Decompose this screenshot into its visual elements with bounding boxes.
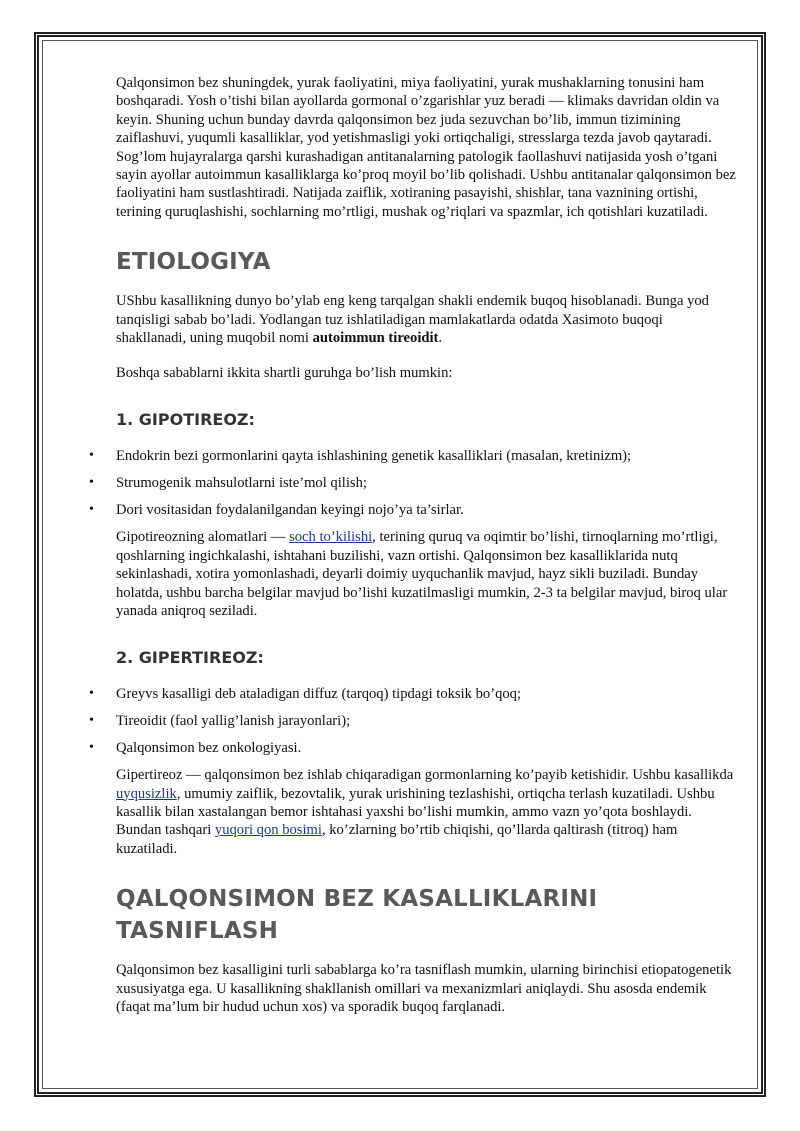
bullet-icon: • — [89, 739, 94, 755]
gipertireoz-paragraph: Gipertireoz — qalqonsimon bez ishlab chiqaradigan gormonlarning ko’payib ketishidir. Ushbu kasallikda uyqusizlik, umumiy zaiflik, bezovtalik, yurak urishining tezlashishi, ortiqcha terlash kuzatiladi. Ushbu kasallik bilan xastalangan bemor ishtahasi yaxshi bo’lishi mumkin, ammo vazn yo’qota boshlaydi. Bundan tashqari yuqori qon bosimi, ko’zlarning bo’rtib chiqishi, qo’llarda qaltirash (titroq) ham kuzatiladi. — [116, 767, 734, 857]
tasniflash-paragraph: Qalqonsimon bez kasalligini turli sabablarga ko’ra tasniflash mumkin, ularning birinchisi etiopatogenetik xususiyatga ega. U kasallikning shakllanish omillari va mexanizmlari aniqlaydi. Shu asosda endemik (faqat ma’lum bir hudud uchun xos) va sporadik buqoq farqlanadi. — [116, 962, 732, 1015]
bold-term: autoimmun tireoidit — [312, 330, 439, 347]
gipertireoz-heading: 2. GIPERTIREOZ: — [116, 647, 264, 667]
bullet-icon: • — [89, 475, 94, 491]
gipertireoz-list — [89, 685, 736, 758]
list-item: • Qalqonsimon bez onkologiyasi. — [89, 739, 302, 756]
etiologiya-heading: ETIOLOGIYA — [116, 249, 271, 276]
tasniflash-heading: QALQONSIMON BEZ KASALLIKLARINI TASNIFLASH — [116, 886, 598, 945]
bullet-icon: • — [89, 685, 94, 701]
etiologiya-paragraph-2: Boshqa sabablarni ikkita shartli guruhga bo’lish mumkin: — [116, 365, 453, 382]
soch-tokilishi-link[interactable]: soch to’kilishi — [289, 529, 373, 546]
yuqori-qon-bosimi-link[interactable]: yuqori qon bosimi — [214, 822, 322, 839]
gipotireoz-paragraph: Gipotireozning alomatlari — soch to’kilishi, terining quruq va oqimtir bo’lishi, tirnoqlarning mo’rtligi, qoshlarning ingichkalashi, ishtahani buzilishi, vazn ortishi. Qalqonsimon bez kasalliklarida nutq sekinlashadi, xotira yomonlashadi, deyarli doimiy uyquchanlik mavjud, hayz sikli buziladi. Bunday holatda, ushbu barcha belgilar mavjud bo’lishi kuzatilmasligi mumkin, 2-3 ta belgilar mavjud, biroq ular yanada aniqroq seziladi. — [116, 529, 728, 620]
bullet-icon: • — [89, 502, 94, 518]
list-item: • Strumogenik mahsulotlarni iste’mol qilish; — [89, 475, 367, 492]
intro-paragraph: Qalqonsimon bez shuningdek, yurak faoliyatini, miya faoliyatini, yurak mushaklarning tonusini ham boshqaradi. Yosh o’tishi bilan ayollarda gormonal o’zgarishlar yuz beradi — klimaks davridan oldin va keyin. Shuning uchun bunday davrda qalqonsimon bez juda sezuvchan bo’lib, immun tizimining zaiflashuvi, yuqumli kasalliklar, yod yetishmasligi yoki ortiqchaligi, stresslarga tezda javob qaytaradi. Sog’lom hujayralarga qarshi kurashadigan antitanalarning patologik faollashuvi natijasida yosh o’tgani sayin ayollar autoimmun kasalliklarga ko’proq moyil bo’lib qolishadi. Ushbu antitanalar qalqonsimon bez faoliyatini ham sustlashtiradi. Natijada zaiflik, xotiraning pasayishi, shishlar, tana vaznining ortishi, terining quruqlashishi, sochlarning mo’rtligi, mushak og’riqlari va spazmlar, ich qotishlari kuzatiladi. — [116, 75, 736, 220]
list-item: • Endokrin bezi gormonlarini qayta ishlashining genetik kasalliklari (masalan, kretinizm); — [89, 447, 632, 464]
gipotireoz-list — [89, 447, 736, 520]
document-body — [89, 74, 736, 1016]
gipotireoz-heading: 1. GIPOTIREOZ: — [116, 409, 255, 429]
list-item: • Greyvs kasalligi deb ataladigan diffuz (tarqoq) tipdagi toksik bo’qoq; — [89, 685, 522, 702]
bullet-icon: • — [89, 712, 94, 728]
list-item: • Tireoidit (faol yallig’lanish jarayonlari); — [89, 712, 351, 729]
etiologiya-paragraph-1: UShbu kasallikning dunyo bo’ylab eng keng tarqalgan shakli endemik buqoq hisoblanadi. Bunga yod tanqisligi sabab bo’ladi. Yodlangan tuz ishlatiladigan mamlakatlarda odatda Xasimoto buqoqi shakllanadi, uning muqobil nomi autoimmun tireoidit. — [116, 293, 709, 347]
uyqusizlik-link[interactable]: uyqusizlik — [116, 785, 177, 802]
list-item: • Dori vositasidan foydalanilgandan keyingi nojo’ya ta’sirlar. — [89, 502, 464, 519]
bullet-icon: • — [89, 447, 94, 463]
